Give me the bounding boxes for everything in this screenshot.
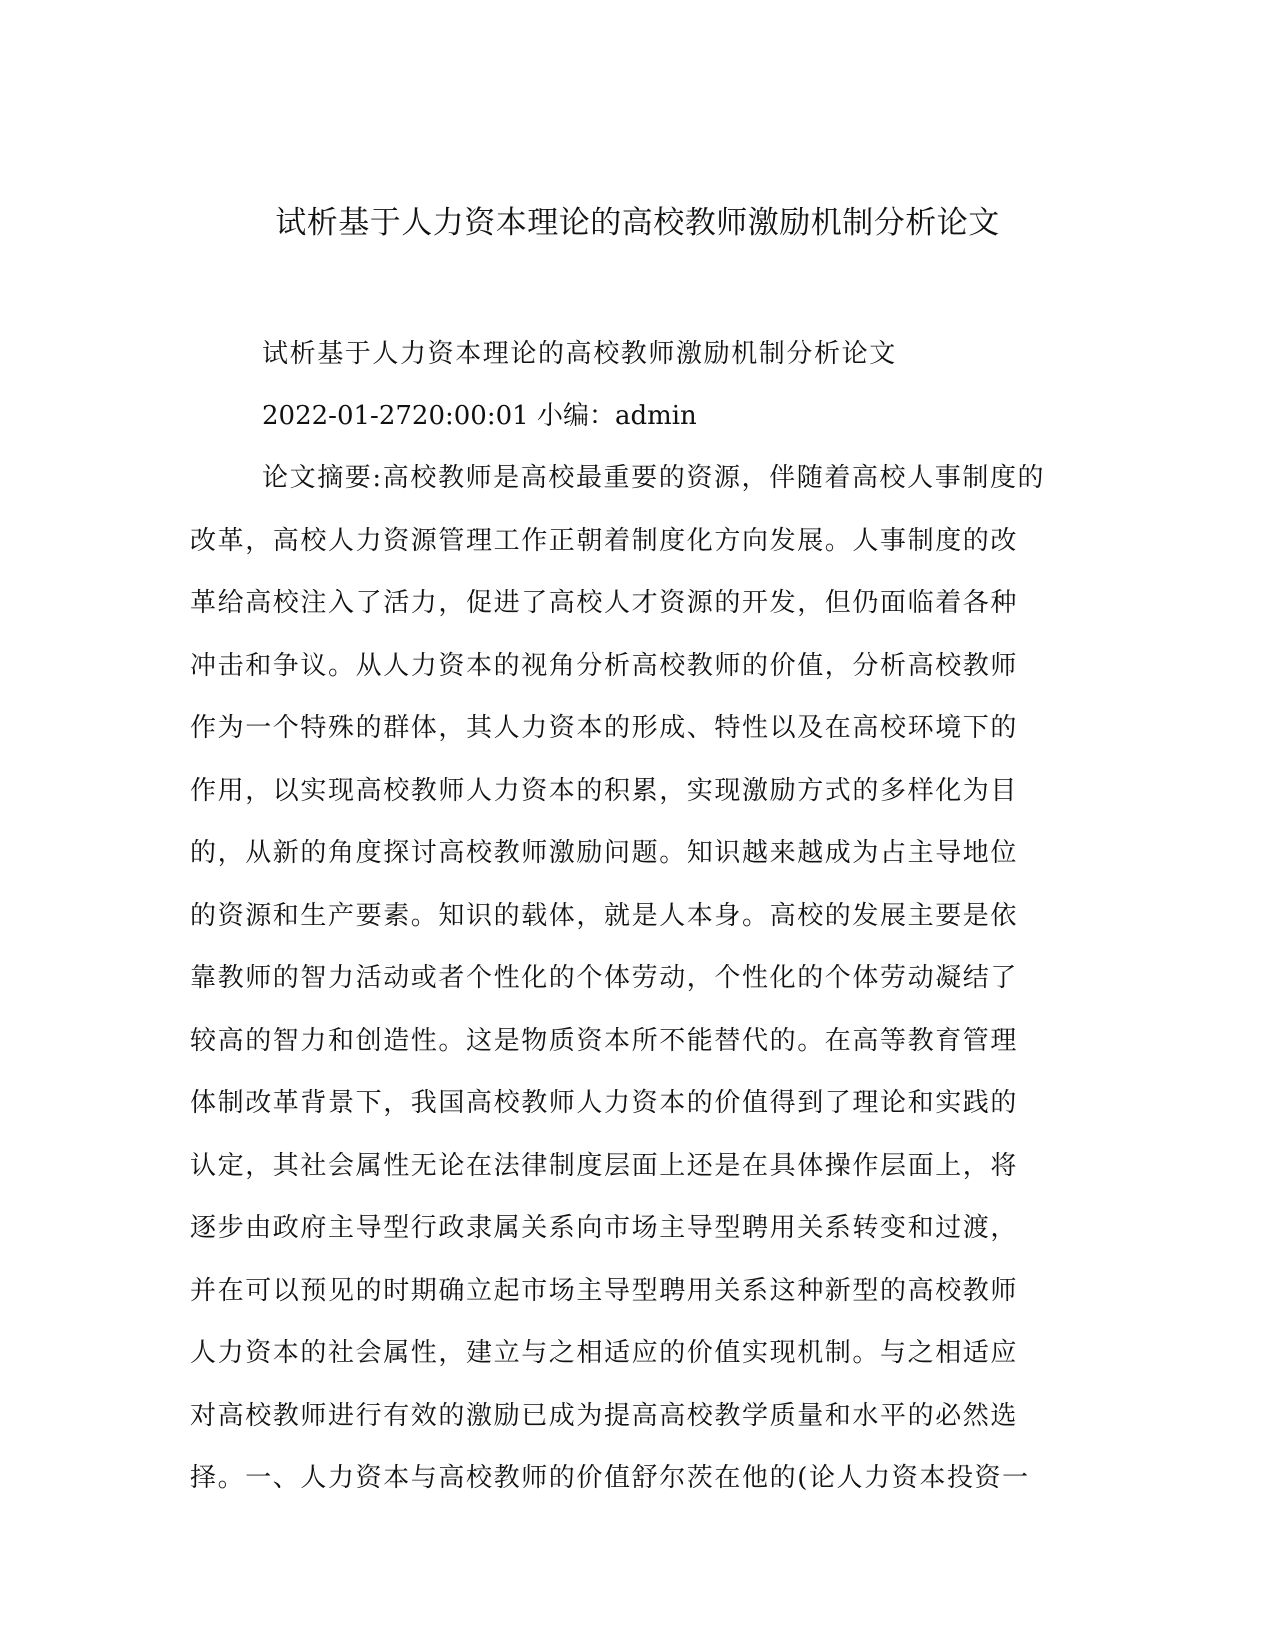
body-line: 冲击和争议。从人力资本的视角分析高校教师的价值，分析高校教师 (190, 650, 1019, 681)
body-line: 作为一个特殊的群体，其人力资本的形成、特性以及在高校环境下的 (190, 713, 1019, 743)
body-line: 靠教师的智力活动或者个性化的个体劳动，个性化的个体劳动凝结了 (190, 963, 1019, 993)
body-line: 的资源和生产要素。知识的载体，就是人本身。高校的发展主要是依 (190, 900, 1019, 931)
body-line: 改革，高校人力资源管理工作正朝着制度化方向发展。人事制度的改 (190, 525, 1019, 556)
document-title: 试析基于人力资本理论的高校教师激励机制分析论文 (275, 205, 1000, 241)
body-line: 作用，以实现高校教师人力资本的积累，实现激励方式的多样化为目 (190, 775, 1019, 806)
abstract-body (190, 460, 1090, 1523)
body-line: 论文摘要:高校教师是高校最重要的资源，伴随着高校人事制度的 (262, 463, 1046, 493)
body-line: 认定，其社会属性无论在法律制度层面上还是在具体操作层面上，将 (190, 1150, 1019, 1181)
document-subtitle: 试析基于人力资本理论的高校教师激励机制分析论文 (262, 339, 897, 369)
body-line: 对高校教师进行有效的激励已成为提高高校教学质量和水平的必然选 (190, 1400, 1019, 1431)
body-line: 并在可以预见的时期确立起市场主导型聘用关系这种新型的高校教师 (190, 1275, 1019, 1306)
body-line: 体制改革背景下，我国高校教师人力资本的价值得到了理论和实践的 (190, 1088, 1019, 1118)
body-line: 择。一、人力资本与高校教师的价值舒尔茨在他的(论人力资本投资一 (190, 1463, 1030, 1493)
document-dateline: 2022-01-2720:00:01 小编：admin (262, 401, 697, 431)
body-line: 革给高校注入了活力，促进了高校人才资源的开发，但仍面临着各种 (190, 588, 1019, 618)
body-line: 逐步由政府主导型行政隶属关系向市场主导型聘用关系转变和过渡， (190, 1213, 1019, 1243)
body-line: 的，从新的角度探讨高校教师激励问题。知识越来越成为占主导地位 (190, 838, 1019, 868)
body-line: 人力资本的社会属性，建立与之相适应的价值实现机制。与之相适应 (190, 1338, 1019, 1368)
body-line: 较高的智力和创造性。这是物质资本所不能替代的。在高等教育管理 (190, 1025, 1019, 1056)
